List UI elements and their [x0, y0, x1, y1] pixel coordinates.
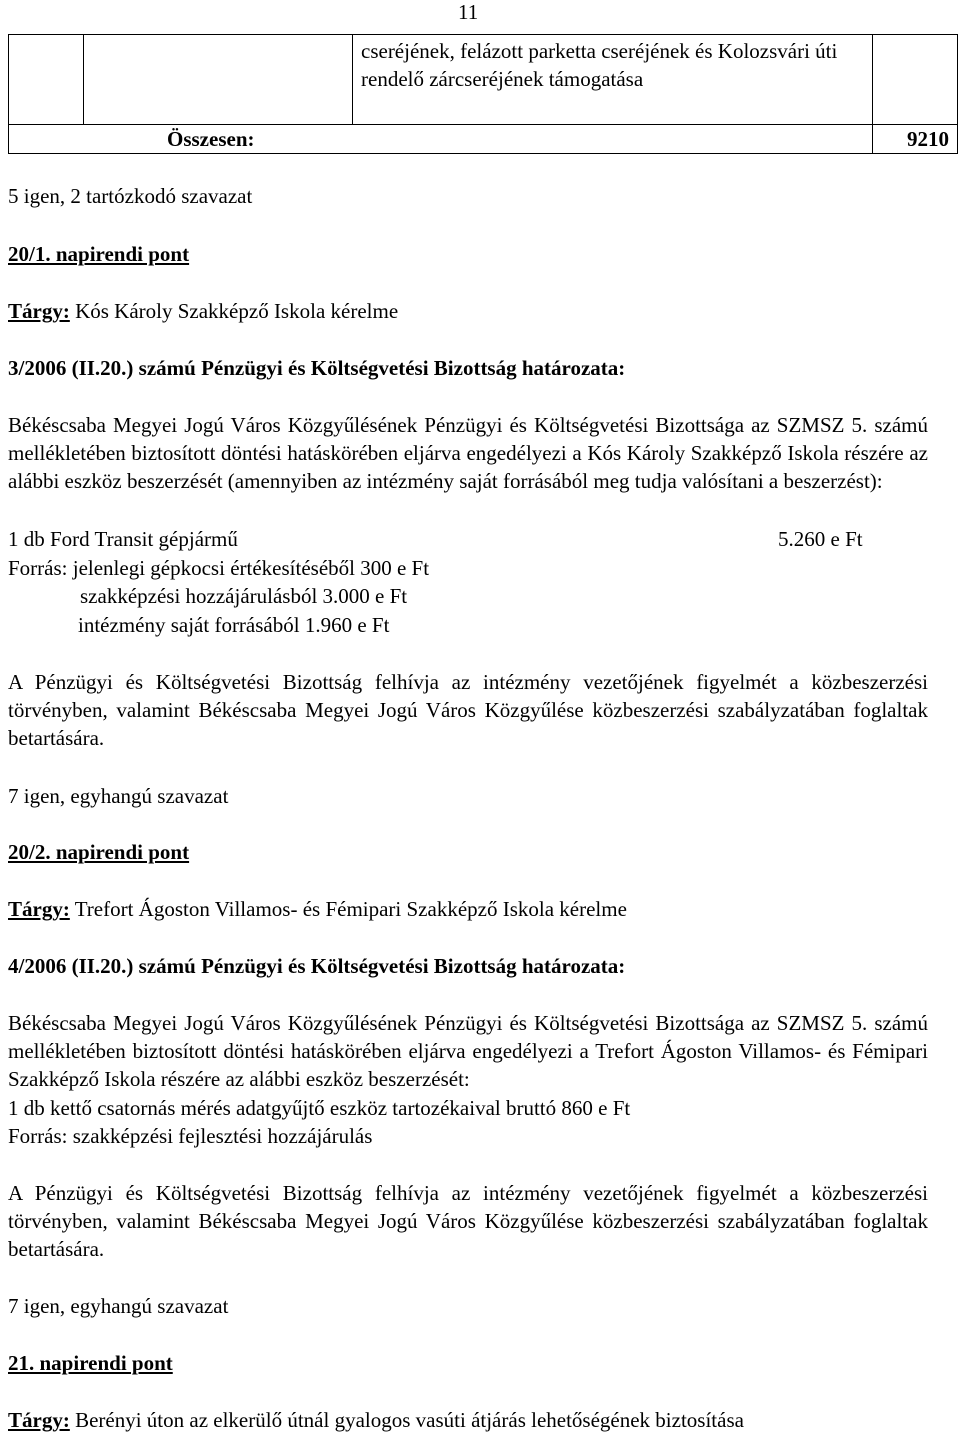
table-row	[9, 35, 958, 125]
table-total-row	[9, 125, 958, 154]
source-line: intézmény saját forrásából 1.960 e Ft	[78, 613, 390, 637]
source-line: szakképzési hozzájárulásból 3.000 e Ft	[80, 584, 408, 608]
resolution-body: Békéscsaba Megyei Jogú Város Közgyűlésének Pénzügyi és Költségvetési Bizottsága az SZMSZ 5. számú mellékletében biztosított döntési hatáskörében eljárva engedélyezi a Kós Károly Szakképző Iskola részére az alábbi eszköz beszerzését (amennyiben az intézmény saját forrásából meg tudja valósítani a beszerzést):	[8, 413, 928, 493]
resolution-body: Békéscsaba Megyei Jogú Város Közgyűlésének Pénzügyi és Költségvetési Bizottsága az SZMSZ 5. számú mellékletében biztosított döntési hatáskörében eljárva engedélyezi a Trefort Ágoston Villamos- és Fémipari Szakképző Iskola részére az alábbi eszköz beszerzését:	[8, 1011, 928, 1091]
resolution-title: 4/2006 (II.20.) számú Pénzügyi és Költségvetési Bizottság határozata:	[8, 954, 626, 978]
item-line	[8, 525, 928, 553]
note-paragraph: A Pénzügyi és Költségvetési Bizottság felhívja az intézmény vezetőjének figyelmét a közbeszerzési törvényben, valamint Békéscsaba Megyei Jogú Város Közgyűlése közbeszerzési szabályzatában foglaltak betartására.	[8, 1181, 928, 1261]
table-cell	[873, 35, 958, 125]
agenda-heading: 20/2. napirendi pont	[8, 840, 190, 864]
table-cell	[84, 35, 353, 125]
item-amount: 5.260 e Ft	[778, 527, 863, 551]
subject-label: Tárgy:	[8, 897, 70, 921]
agenda-heading: 21. napirendi pont	[8, 1351, 173, 1375]
table-cell-description: cseréjének, felázott parketta cseréjének és Kolozsvári úti rendelő zárcseréjének támogatása	[353, 35, 873, 125]
total-label: Összesen:	[9, 125, 873, 154]
source-line: Forrás: szakképzési fejlesztési hozzájárulás	[8, 1124, 373, 1148]
note-paragraph: A Pénzügyi és Költségvetési Bizottság felhívja az intézmény vezetőjének figyelmét a közbeszerzési törvényben, valamint Békéscsaba Megyei Jogú Város Közgyűlése közbeszerzési szabályzatában foglaltak betartására.	[8, 670, 928, 750]
subject-text: Trefort Ágoston Villamos- és Fémipari Szakképző Iskola kérelme	[69, 897, 627, 921]
page-number: 11	[458, 0, 479, 24]
source-line: Forrás: jelenlegi gépkocsi értékesítéséből 300 e Ft	[8, 556, 430, 580]
vote-result: 7 igen, egyhangú szavazat	[8, 1294, 229, 1318]
subject-text: Berényi úton az elkerülő útnál gyalogos vasúti átjárás lehetőségének biztosítása	[69, 1408, 744, 1432]
item-line: 1 db kettő csatornás mérés adatgyűjtő eszköz tartozékaival bruttó 860 e Ft	[8, 1096, 631, 1120]
vote-result: 7 igen, egyhangú szavazat	[8, 784, 229, 808]
subject-text: Kós Károly Szakképző Iskola kérelme	[69, 299, 399, 323]
subject-label: Tárgy:	[8, 1408, 70, 1432]
subject-label: Tárgy:	[8, 299, 70, 323]
subject-line	[8, 895, 928, 923]
subject-line	[8, 1406, 928, 1434]
item-description: 1 db Ford Transit gépjármű	[8, 527, 238, 551]
table-cell	[9, 35, 84, 125]
vote-result: 5 igen, 2 tartózkodó szavazat	[8, 184, 253, 208]
budget-table	[8, 34, 958, 154]
resolution-title: 3/2006 (II.20.) számú Pénzügyi és Költségvetési Bizottság határozata:	[8, 356, 626, 380]
agenda-heading: 20/1. napirendi pont	[8, 242, 190, 266]
subject-line	[8, 297, 928, 325]
total-value: 9210	[873, 125, 958, 154]
